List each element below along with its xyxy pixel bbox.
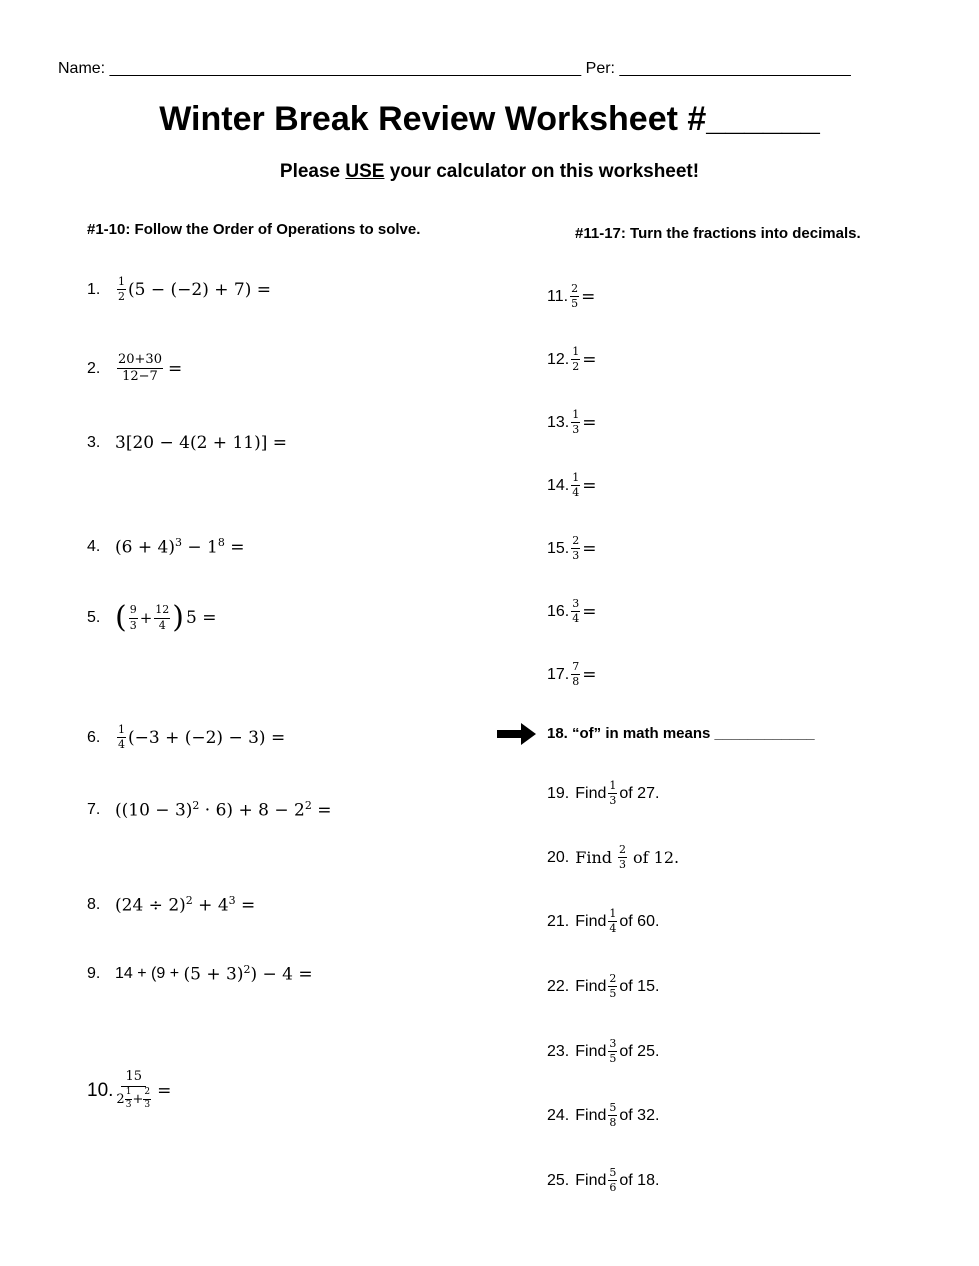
denominator: 3 <box>609 794 617 808</box>
exponent: 3 <box>174 536 182 549</box>
problem-number: 2. <box>87 359 101 377</box>
problem-number: 24. <box>547 1106 570 1124</box>
denominator: 8 <box>572 675 580 689</box>
fraction <box>154 604 170 631</box>
denominator: 5 <box>609 1052 617 1066</box>
denominator <box>115 1087 152 1111</box>
name-label: Name: <box>58 60 106 77</box>
expr-part: ) − 4 = <box>250 964 313 985</box>
denominator: 3 <box>619 858 627 872</box>
problem-number: 14. <box>547 476 570 494</box>
problem-6 <box>87 724 285 751</box>
denominator: 3 <box>572 549 580 563</box>
denominator: 8 <box>609 1116 617 1130</box>
expression: = <box>157 1080 172 1101</box>
numerator: 2 <box>143 1088 151 1100</box>
problem-16 <box>547 598 597 625</box>
problem-11 <box>547 283 595 310</box>
find-word: Find <box>575 1171 607 1189</box>
fraction <box>608 908 617 935</box>
expr-part: (5 + 3) <box>183 964 244 985</box>
left-section-heading: #1-10: Follow the Order of Operations to solve. <box>87 221 421 238</box>
problem-number: 9. <box>87 964 101 982</box>
problem-number: 15. <box>547 539 570 557</box>
equals-sign: = <box>582 664 597 685</box>
left-paren: ( <box>115 600 127 635</box>
numerator: 2 <box>570 283 579 297</box>
numerator: 3 <box>608 1038 617 1052</box>
find-word: Find <box>575 1042 607 1060</box>
numerator: 1 <box>571 409 580 423</box>
problem-9 <box>87 963 313 985</box>
exponent: 2 <box>185 894 193 907</box>
equals-sign: = <box>582 412 597 433</box>
exponent: 2 <box>192 799 200 812</box>
subtitle-pre: Please <box>279 161 346 182</box>
problem-2 <box>87 353 182 385</box>
expression: = <box>167 358 183 379</box>
expr-part: = <box>235 895 256 916</box>
problem-number: 12. <box>547 350 570 368</box>
exponent: 2 <box>304 799 312 812</box>
problem-14 <box>547 472 597 499</box>
denominator: 5 <box>609 987 617 1001</box>
problem-20 <box>547 844 679 871</box>
denominator: 2 <box>118 290 125 304</box>
problem-19 <box>547 780 659 807</box>
right-section-heading: #11-17: Turn the fractions into decimals. <box>575 225 861 242</box>
of-text: of 12. <box>633 848 680 868</box>
fraction <box>571 535 580 562</box>
page-title: Winter Break Review Worksheet #______ <box>159 100 820 138</box>
fraction <box>608 780 617 807</box>
fraction <box>608 973 617 1000</box>
fraction <box>571 409 580 436</box>
exponent: 2 <box>243 963 251 976</box>
problem-number: 13. <box>547 413 570 431</box>
problem-24 <box>547 1102 659 1129</box>
problem-number: 1. <box>87 280 101 298</box>
problem-number: 7. <box>87 800 101 818</box>
numerator: 1 <box>117 724 126 738</box>
numerator: 1 <box>125 1088 133 1100</box>
expression: (5 − (−2) + 7) = <box>128 279 271 300</box>
problem-10 <box>87 1070 171 1111</box>
problem-25 <box>547 1167 659 1194</box>
denominator: 3 <box>129 618 137 632</box>
numerator: 20+30 <box>117 353 163 369</box>
expr-part: ((10 − 3) <box>115 800 193 821</box>
denominator: 4 <box>118 738 125 752</box>
expression: (−3 + (−2) − 3) = <box>128 727 286 748</box>
equals-sign: = <box>582 538 597 559</box>
find-word: Find <box>575 1106 607 1124</box>
expr-part: (6 + 4) <box>115 537 175 558</box>
equals-sign: = <box>581 286 596 307</box>
denominator: 3 <box>144 1100 151 1111</box>
problem-number: 11. <box>547 287 569 305</box>
complex-fraction <box>115 1070 152 1111</box>
problem-17 <box>547 661 597 688</box>
problem-4 <box>87 536 244 558</box>
exponent: 3 <box>228 894 236 907</box>
fraction <box>570 283 579 310</box>
expr-part: = <box>224 537 245 558</box>
find-word: Find <box>575 784 607 802</box>
denominator: 6 <box>609 1181 617 1195</box>
fraction <box>129 604 138 631</box>
problem-3 <box>87 433 287 453</box>
fraction <box>608 1167 617 1194</box>
right-arrow-icon <box>497 723 537 745</box>
expression <box>115 536 244 558</box>
fraction <box>117 724 126 751</box>
fraction <box>125 1088 133 1111</box>
right-paren: ) <box>172 600 185 635</box>
fraction <box>571 472 580 499</box>
numerator: 15 <box>121 1070 146 1087</box>
denominator: 5 <box>571 297 579 311</box>
fraction <box>117 276 126 303</box>
numerator: 12 <box>154 604 170 618</box>
expr-part: − 1 <box>181 537 218 558</box>
subtitle-emphasis: USE <box>345 161 385 182</box>
fraction <box>571 661 580 688</box>
expression <box>115 799 331 821</box>
problem-number: 25. <box>547 1171 570 1189</box>
subtitle <box>0 161 979 183</box>
name-blank[interactable]: _____________________________________________________ <box>109 60 582 77</box>
fraction <box>143 1088 151 1111</box>
of-text: of 15. <box>619 977 660 995</box>
equals-sign: = <box>582 475 597 496</box>
problem-number: 10. <box>87 1079 114 1101</box>
denominator: 4 <box>572 612 580 626</box>
expr-lead: 14 + (9 + <box>115 964 184 982</box>
problem-1 <box>87 276 271 303</box>
problem-21 <box>547 908 659 935</box>
denominator: 4 <box>158 618 166 632</box>
problem-number: 6. <box>87 728 101 746</box>
expression: 5 = <box>186 608 217 628</box>
fraction <box>608 1038 617 1065</box>
expression: 3[20 − 4(2 + 11)] = <box>115 433 287 453</box>
problem-13 <box>547 409 597 436</box>
question-18: 18. “of” in math means ____________ <box>547 725 815 742</box>
find-word: Find <box>575 912 607 930</box>
name-per-line <box>58 60 851 78</box>
find-word: Find <box>575 977 607 995</box>
problem-number: 21. <box>547 912 570 930</box>
denominator: 2 <box>572 360 580 374</box>
denominator: 3 <box>572 423 580 437</box>
numerator: 9 <box>129 604 138 618</box>
of-text: of 27. <box>619 784 660 802</box>
problem-number: 3. <box>87 434 101 451</box>
expr-part: + 4 <box>192 895 229 916</box>
expr-part: (24 ÷ 2) <box>115 895 186 916</box>
of-text: of 32. <box>619 1106 660 1124</box>
expr-part: = <box>311 800 332 821</box>
find-word: Find <box>575 848 613 868</box>
numerator: 3 <box>571 598 580 612</box>
of-text: of 25. <box>619 1042 660 1060</box>
per-label: Per: <box>585 60 615 77</box>
numerator: 1 <box>608 908 617 922</box>
problem-number: 8. <box>87 895 101 913</box>
problem-number: 20. <box>547 848 570 866</box>
per-blank[interactable]: __________________________ <box>619 60 851 77</box>
problem-8 <box>87 894 255 916</box>
numerator: 2 <box>618 844 627 858</box>
problem-7 <box>87 799 331 821</box>
whole-number: 2 <box>116 1091 125 1107</box>
equals-sign: = <box>582 349 597 370</box>
plus-sign: + <box>132 1091 144 1107</box>
fraction <box>608 1102 617 1129</box>
numerator: 5 <box>608 1167 617 1181</box>
problem-15 <box>547 535 597 562</box>
problem-12 <box>547 346 597 373</box>
subtitle-post: your calculator on this worksheet! <box>384 161 700 182</box>
problem-number: 5. <box>87 609 101 626</box>
of-text: of 60. <box>619 912 660 930</box>
numerator: 7 <box>571 661 580 675</box>
equals-sign: = <box>582 601 597 622</box>
numerator: 2 <box>571 535 580 549</box>
exponent: 8 <box>217 536 225 549</box>
numerator: 1 <box>571 472 580 486</box>
denominator: 3 <box>125 1100 132 1111</box>
numerator: 2 <box>608 973 617 987</box>
numerator: 1 <box>571 346 580 360</box>
problem-5 <box>87 600 217 635</box>
problem-number: 19. <box>547 784 570 802</box>
expr-part: · 6) + 8 − 2 <box>199 800 305 821</box>
problem-number: 16. <box>547 602 570 620</box>
problem-number: 4. <box>87 537 101 555</box>
denominator: 12−7 <box>122 369 158 385</box>
plus-sign: + <box>139 609 153 627</box>
problem-number: 17. <box>547 665 570 683</box>
problem-23 <box>547 1038 659 1065</box>
of-text: of 18. <box>619 1171 660 1189</box>
problem-number: 23. <box>547 1042 570 1060</box>
fraction <box>618 844 627 871</box>
problem-22 <box>547 973 659 1000</box>
problem-number: 22. <box>547 977 570 995</box>
fraction <box>571 598 580 625</box>
numerator: 1 <box>608 780 617 794</box>
fraction <box>571 346 580 373</box>
denominator: 4 <box>609 922 617 936</box>
numerator: 1 <box>117 276 126 290</box>
denominator: 4 <box>572 486 580 500</box>
expression <box>115 894 255 916</box>
expression <box>184 963 313 985</box>
fraction <box>117 353 163 385</box>
numerator: 5 <box>608 1102 617 1116</box>
